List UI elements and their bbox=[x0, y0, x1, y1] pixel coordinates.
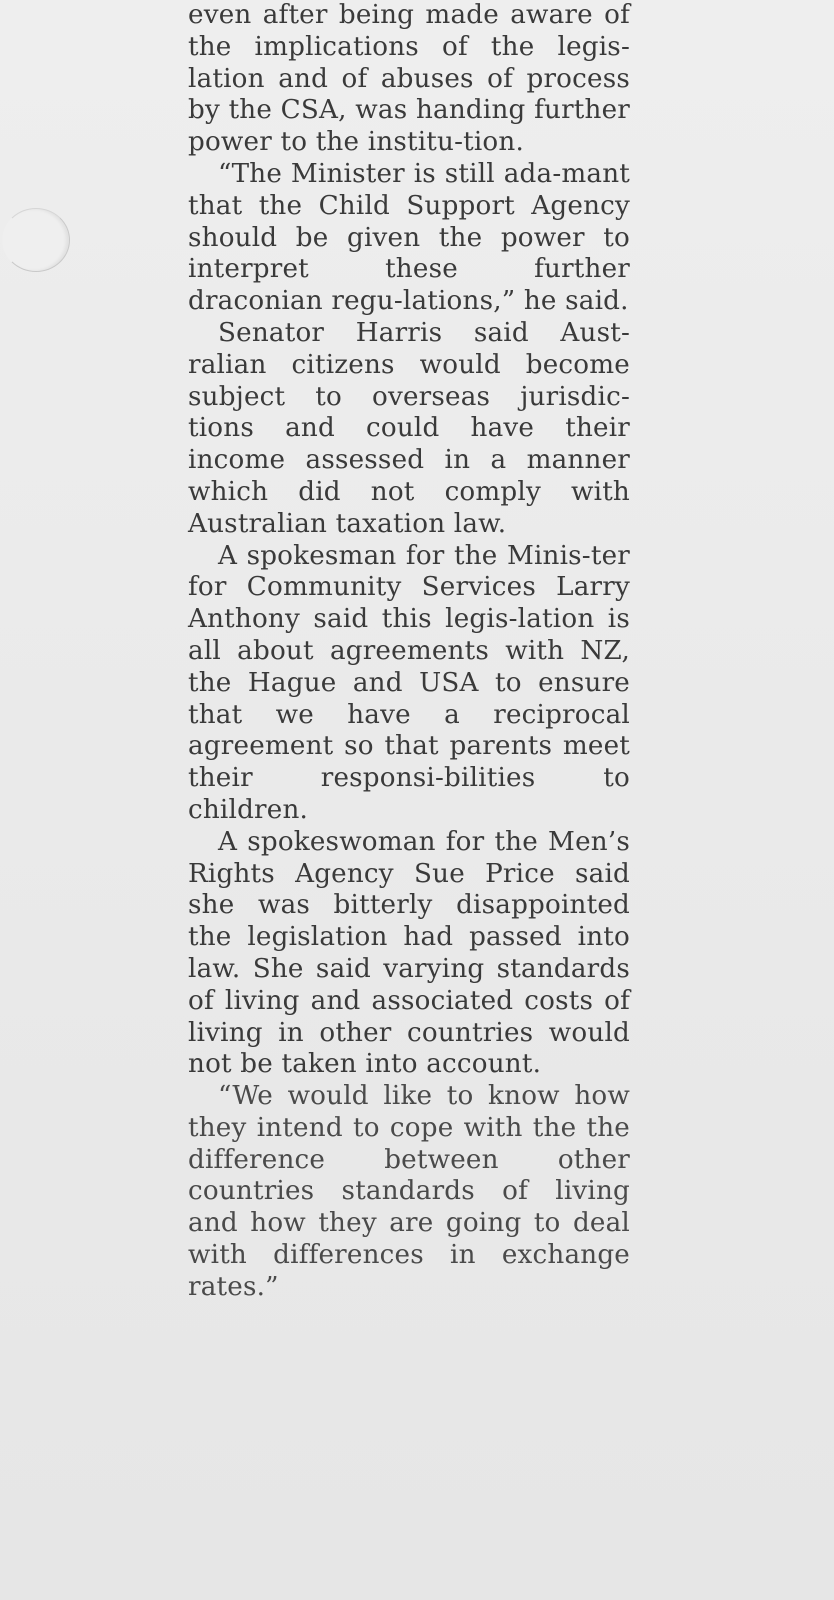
paragraph-5: A spokeswoman for the Men’s Rights Agency Sue Price said she was bitterly disappointed the legislation had passed into law. She said varying standards of living and associated costs of living in other countries would not be taken into account. bbox=[188, 826, 630, 1080]
paragraph-3: Senator Harris said Aust-ralian citizens would become subject to overseas jurisdic-tions and could have their income assessed in a manner which did not comply with Australian taxation law. bbox=[188, 317, 630, 539]
paragraph-6: “We would like to know how they intend to cope with the the difference between other countries standards of living and how they are going to deal with differences in exchange rates.” bbox=[188, 1081, 630, 1302]
paragraph-2: “The Minister is still ada-mant that the Child Support Agency should be given the power to interpret these further draconian regu-lations,” he said. bbox=[188, 158, 630, 317]
article-column bbox=[188, 0, 630, 1304]
paragraph-4: A spokesman for the Minis-ter for Community Services Larry Anthony said this legis-lation is all about agreements with NZ, the Hague and USA to ensure that we have a reciprocal agreement so that parents meet their responsi-bilities to children. bbox=[188, 540, 630, 825]
paragraph-1: even after being made aware of the implications of the legis-lation and of abuses of process by the CSA, was handing further power to the institu-tion. bbox=[188, 0, 630, 158]
punch-hole bbox=[2, 208, 70, 272]
